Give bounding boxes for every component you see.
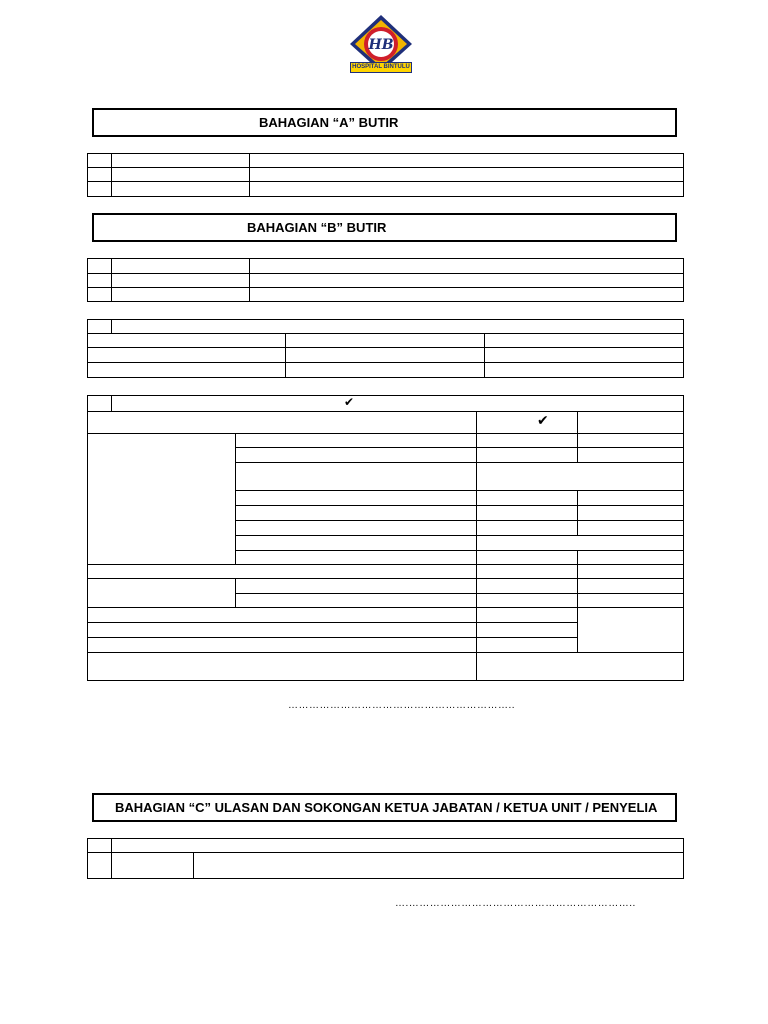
section-a-row-1-value[interactable] [250,154,683,167]
hospital-name-banner [350,62,412,73]
tick-cell[interactable] [477,594,577,607]
section-c-comment-field[interactable] [194,853,683,878]
tick-cell[interactable] [477,565,577,578]
section-c-signature-line: ….……………………………………………………….. [395,898,636,909]
tick-cell[interactable] [477,521,577,535]
section-b-checklist-table [87,395,684,681]
section-a-table [87,153,684,197]
section-b-table-2 [87,319,684,378]
hospital-name: HOSPITAL BINTULU [352,64,410,70]
tick-cell[interactable] [477,551,577,564]
tick-cell[interactable] [477,623,577,637]
section-c-table [87,838,684,879]
section-c-header [92,793,677,822]
section-c-title: BAHAGIAN “C” ULASAN DAN SOKONGAN KETUA JABATAN / KETUA UNIT / PENYELIA [115,800,658,815]
section-a-title: BAHAGIAN “A” BUTIR [259,115,399,130]
svg-text:HB: HB [368,37,394,53]
section-b-title: BAHAGIAN “B” BUTIR [247,220,387,235]
tick-cell[interactable] [477,608,577,622]
section-b-row-2-value[interactable] [250,274,683,287]
section-b-table-1 [87,258,684,302]
section-b-signature-line: ……………………………………………………….. [288,700,516,711]
hospital-logo [348,14,414,72]
check-mark-header-icon: ✔ [537,413,549,429]
section-b-header [92,213,677,242]
section-a-header [92,108,677,137]
tick-cell[interactable] [477,638,577,652]
tick-cell[interactable] [477,491,577,505]
check-mark-icon: ✔ [344,395,355,409]
section-b-row-3-value[interactable] [250,288,683,301]
section-a-row-3-value[interactable] [250,182,683,196]
tick-cell[interactable] [477,506,577,520]
tick-cell[interactable] [477,579,577,593]
tick-cell[interactable] [477,448,577,462]
section-b-row-1-value[interactable] [250,259,683,273]
section-a-row-2-value[interactable] [250,168,683,181]
tick-cell[interactable] [477,434,577,447]
